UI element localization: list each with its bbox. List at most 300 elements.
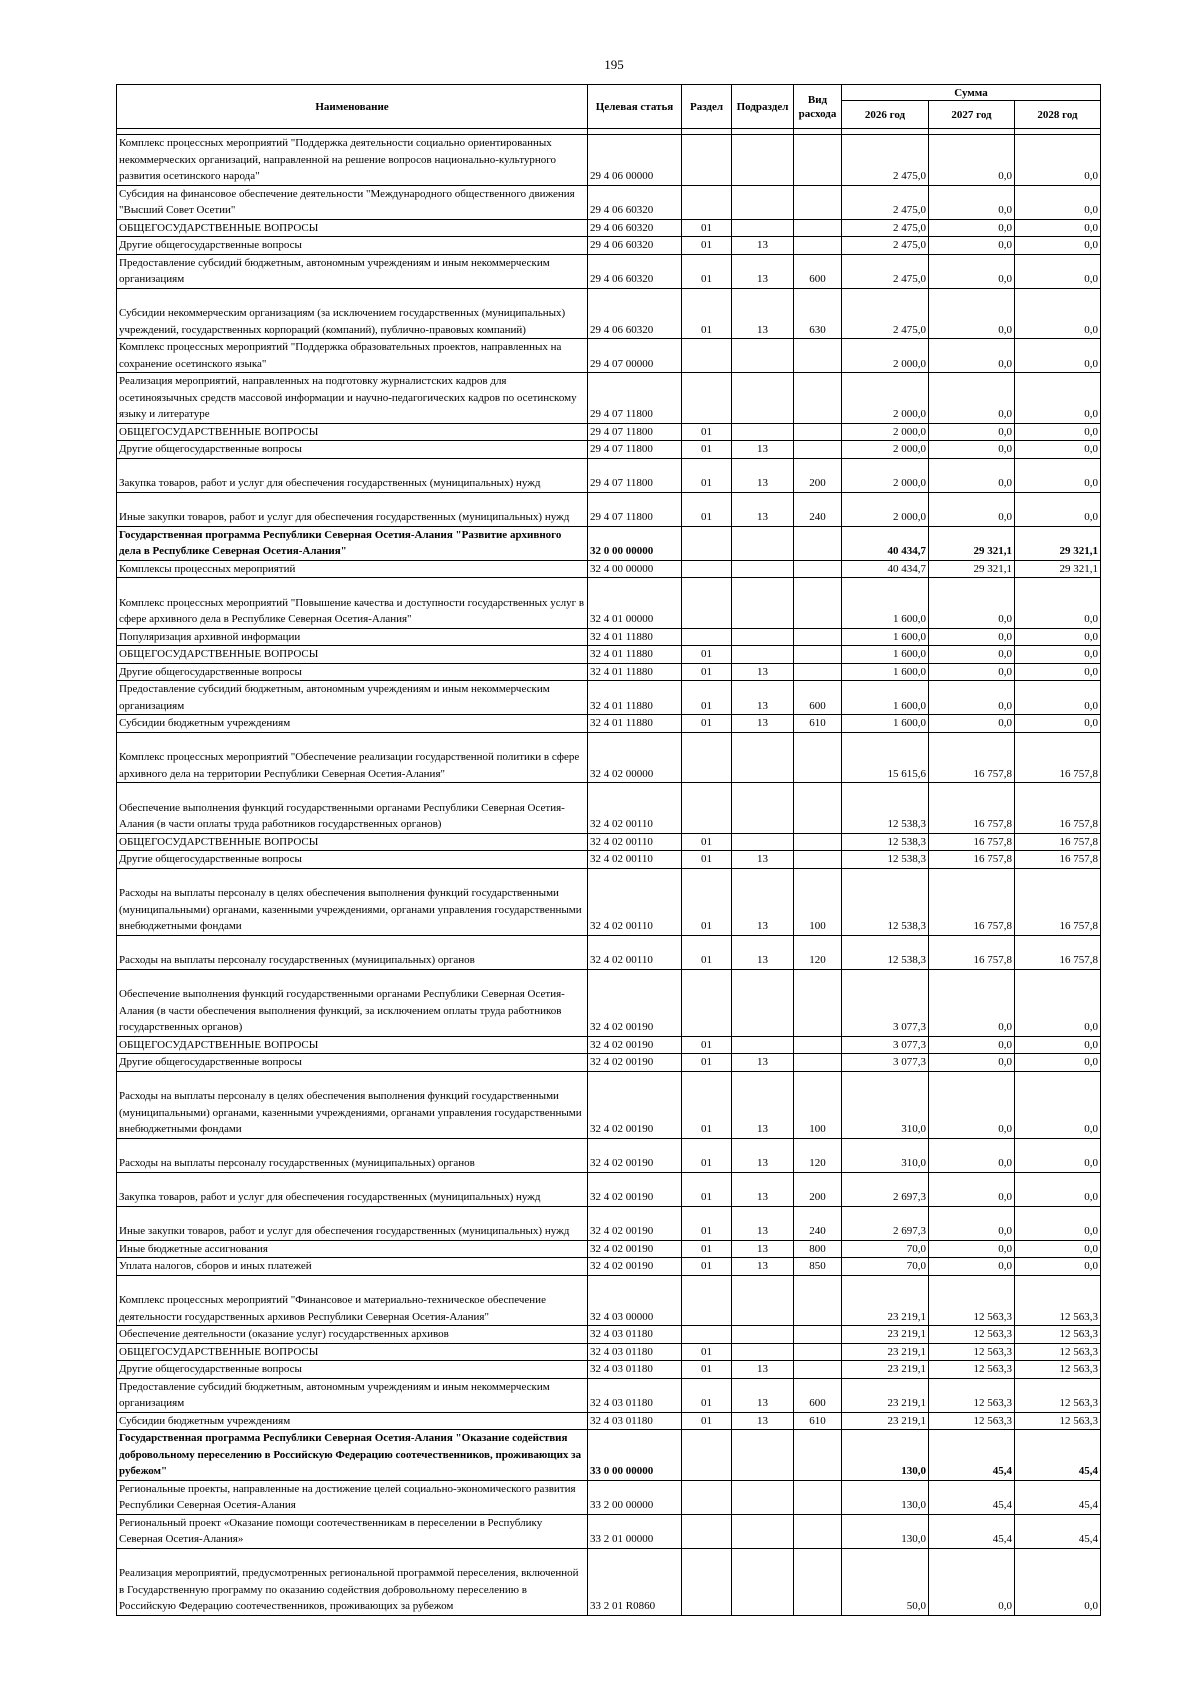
row-expense-type-cell [794,628,842,646]
row-section-cell [682,1548,732,1615]
row-subsection-cell [732,646,794,664]
row-expense-type-cell [794,1480,842,1514]
row-target-code-cell: 29 4 07 11800 [588,423,682,441]
row-target-code-cell: 32 4 02 00190 [588,1071,682,1138]
row-amount-2026-cell: 2 475,0 [842,288,929,339]
row-amount-2027-cell: 12 563,3 [929,1361,1015,1379]
table-row [117,833,1101,851]
row-name-cell: Иные бюджетные ассигнования [117,1240,588,1258]
table-row [117,1548,1101,1615]
row-target-code-cell: 32 4 02 00190 [588,1206,682,1240]
row-target-code-cell: 29 4 07 11800 [588,458,682,492]
row-name-cell: Расходы на выплаты персоналу государственных (муниципальных) органов [117,935,588,969]
row-amount-2028-cell: 0,0 [1015,1206,1101,1240]
row-amount-2026-cell: 50,0 [842,1548,929,1615]
row-section-cell: 01 [682,1138,732,1172]
row-amount-2027-cell: 45,4 [929,1480,1015,1514]
table-row [117,441,1101,459]
row-section-cell [682,526,732,560]
row-name-cell: Другие общегосударственные вопросы [117,1054,588,1072]
row-subsection-cell: 13 [732,935,794,969]
row-subsection-cell [732,339,794,373]
row-amount-2026-cell: 23 219,1 [842,1326,929,1344]
row-section-cell: 01 [682,935,732,969]
row-amount-2026-cell: 12 538,3 [842,851,929,869]
row-subsection-cell [732,732,794,783]
row-amount-2026-cell: 2 475,0 [842,185,929,219]
row-target-code-cell: 29 4 06 60320 [588,185,682,219]
row-subsection-cell [732,526,794,560]
row-target-code-cell: 32 4 02 00190 [588,1054,682,1072]
header-name: Наименование [117,85,588,129]
row-subsection-cell: 13 [732,851,794,869]
table-row [117,663,1101,681]
row-name-cell: Обеспечение выполнения функций государственными органами Республики Северная Осетия-Алания (в части оплаты труда работников государственных органов) [117,783,588,834]
row-section-cell: 01 [682,1378,732,1412]
row-amount-2028-cell: 12 563,3 [1015,1275,1101,1326]
row-expense-type-cell: 600 [794,254,842,288]
row-amount-2027-cell: 0,0 [929,578,1015,629]
table-row [117,1514,1101,1548]
table-row [117,339,1101,373]
row-target-code-cell: 32 4 01 00000 [588,578,682,629]
row-expense-type-cell [794,1275,842,1326]
header-year-2027: 2027 год [929,101,1015,129]
row-subsection-cell: 13 [732,492,794,526]
row-name-cell: Предоставление субсидий бюджетным, автономным учреждениям и иным некоммерческим организациям [117,681,588,715]
row-name-cell: Иные закупки товаров, работ и услуг для обеспечения государственных (муниципальных) нужд [117,492,588,526]
row-amount-2028-cell: 12 563,3 [1015,1343,1101,1361]
row-subsection-cell: 13 [732,663,794,681]
row-amount-2026-cell: 2 475,0 [842,237,929,255]
table-row [117,1071,1101,1138]
row-amount-2028-cell: 0,0 [1015,254,1101,288]
table-row [117,646,1101,664]
row-target-code-cell: 32 4 02 00110 [588,935,682,969]
row-expense-type-cell: 850 [794,1258,842,1276]
table-row [117,868,1101,935]
row-name-cell: Комплекс процессных мероприятий "Повышение качества и доступности государственных услуг в сфере архивного дела в Республике Северная Осетия-Алания" [117,578,588,629]
row-name-cell: ОБЩЕГОСУДАРСТВЕННЫЕ ВОПРОСЫ [117,219,588,237]
row-amount-2026-cell: 2 000,0 [842,373,929,424]
row-amount-2028-cell: 29 321,1 [1015,560,1101,578]
header-year-2028: 2028 год [1015,101,1101,129]
row-amount-2027-cell: 0,0 [929,254,1015,288]
row-section-cell: 01 [682,1206,732,1240]
row-target-code-cell: 29 4 06 60320 [588,237,682,255]
row-amount-2026-cell: 2 000,0 [842,423,929,441]
row-target-code-cell: 32 4 03 01180 [588,1326,682,1344]
row-name-cell: Закупка товаров, работ и услуг для обеспечения государственных (муниципальных) нужд [117,1172,588,1206]
row-amount-2027-cell: 0,0 [929,288,1015,339]
row-expense-type-cell: 240 [794,492,842,526]
row-target-code-cell: 33 0 00 00000 [588,1430,682,1481]
row-name-cell: Другие общегосударственные вопросы [117,441,588,459]
row-name-cell: Реализация мероприятий, направленных на подготовку журналистских кадров для осетиноязычных средств массовой информации и научно-педагогических кадров по осетинскому языку и литературе [117,373,588,424]
row-expense-type-cell [794,1430,842,1481]
row-subsection-cell: 13 [732,715,794,733]
row-amount-2028-cell: 0,0 [1015,423,1101,441]
row-section-cell: 01 [682,868,732,935]
row-subsection-cell [732,1430,794,1481]
row-subsection-cell [732,783,794,834]
row-section-cell: 01 [682,1412,732,1430]
row-expense-type-cell: 630 [794,288,842,339]
table-row [117,237,1101,255]
row-amount-2028-cell: 0,0 [1015,715,1101,733]
row-target-code-cell: 29 4 06 00000 [588,135,682,186]
row-section-cell: 01 [682,1258,732,1276]
header-expense-type: Вид расхода [794,85,842,129]
row-section-cell [682,1326,732,1344]
row-name-cell: Другие общегосударственные вопросы [117,1361,588,1379]
row-amount-2028-cell: 16 757,8 [1015,851,1101,869]
row-amount-2027-cell: 0,0 [929,135,1015,186]
row-section-cell [682,628,732,646]
row-subsection-cell: 13 [732,254,794,288]
row-name-cell: Обеспечение выполнения функций государственными органами Республики Северная Осетия-Алания (в части обеспечения выполнения функций, за исключением оплаты труда работников государственных органов) [117,969,588,1036]
row-subsection-cell [732,373,794,424]
row-section-cell: 01 [682,851,732,869]
row-amount-2027-cell: 0,0 [929,1071,1015,1138]
row-amount-2026-cell: 130,0 [842,1480,929,1514]
row-expense-type-cell [794,1548,842,1615]
row-section-cell: 01 [682,492,732,526]
row-name-cell: Обеспечение деятельности (оказание услуг) государственных архивов [117,1326,588,1344]
row-name-cell: Региональный проект «Оказание помощи соотечественникам в переселении в Республику Северная Осетия-Алания» [117,1514,588,1548]
row-expense-type-cell [794,237,842,255]
row-expense-type-cell [794,1054,842,1072]
row-expense-type-cell [794,833,842,851]
row-expense-type-cell: 120 [794,935,842,969]
row-subsection-cell: 13 [732,1071,794,1138]
row-amount-2026-cell: 40 434,7 [842,560,929,578]
table-row [117,492,1101,526]
row-amount-2027-cell: 0,0 [929,1258,1015,1276]
row-name-cell: Другие общегосударственные вопросы [117,851,588,869]
row-amount-2026-cell: 2 000,0 [842,441,929,459]
row-amount-2027-cell: 16 757,8 [929,851,1015,869]
row-section-cell: 01 [682,1071,732,1138]
row-target-code-cell: 29 4 07 11800 [588,492,682,526]
row-amount-2027-cell: 0,0 [929,458,1015,492]
row-amount-2026-cell: 2 697,3 [842,1206,929,1240]
row-amount-2027-cell: 29 321,1 [929,560,1015,578]
row-amount-2027-cell: 45,4 [929,1514,1015,1548]
row-amount-2026-cell: 23 219,1 [842,1361,929,1379]
row-amount-2026-cell: 12 538,3 [842,833,929,851]
row-amount-2026-cell: 40 434,7 [842,526,929,560]
row-expense-type-cell [794,339,842,373]
row-subsection-cell: 13 [732,868,794,935]
row-section-cell [682,1480,732,1514]
row-section-cell [682,578,732,629]
row-target-code-cell: 32 4 02 00110 [588,833,682,851]
row-amount-2028-cell: 0,0 [1015,969,1101,1036]
row-amount-2026-cell: 2 000,0 [842,458,929,492]
row-name-cell: Реализация мероприятий, предусмотренных региональной программой переселения, включенной в Государственную программу по оказанию содействия добровольному переселению в Российскую Федерацию соотечественников, проживающих за рубежом [117,1548,588,1615]
table-row [117,969,1101,1036]
row-name-cell: Предоставление субсидий бюджетным, автономным учреждениям и иным некоммерческим организациям [117,1378,588,1412]
header-subsection: Подраздел [732,85,794,129]
table-row [117,681,1101,715]
row-amount-2027-cell: 0,0 [929,663,1015,681]
row-amount-2026-cell: 12 538,3 [842,868,929,935]
row-section-cell [682,1514,732,1548]
row-amount-2026-cell: 310,0 [842,1071,929,1138]
row-name-cell: ОБЩЕГОСУДАРСТВЕННЫЕ ВОПРОСЫ [117,423,588,441]
row-target-code-cell: 29 4 07 11800 [588,373,682,424]
table-row [117,526,1101,560]
row-amount-2027-cell: 0,0 [929,1206,1015,1240]
row-subsection-cell [732,1548,794,1615]
row-expense-type-cell [794,1036,842,1054]
row-name-cell: ОБЩЕГОСУДАРСТВЕННЫЕ ВОПРОСЫ [117,1036,588,1054]
row-amount-2027-cell: 0,0 [929,969,1015,1036]
row-amount-2026-cell: 1 600,0 [842,578,929,629]
row-target-code-cell: 32 0 00 00000 [588,526,682,560]
row-amount-2028-cell: 0,0 [1015,1054,1101,1072]
row-expense-type-cell [794,578,842,629]
row-subsection-cell [732,560,794,578]
row-target-code-cell: 29 4 06 60320 [588,254,682,288]
header-section: Раздел [682,85,732,129]
row-amount-2026-cell: 1 600,0 [842,681,929,715]
row-amount-2027-cell: 29 321,1 [929,526,1015,560]
row-name-cell: Предоставление субсидий бюджетным, автономным учреждениям и иным некоммерческим организациям [117,254,588,288]
row-expense-type-cell [794,441,842,459]
table-row [117,1258,1101,1276]
row-expense-type-cell: 610 [794,715,842,733]
row-section-cell [682,1275,732,1326]
row-target-code-cell: 32 4 02 00190 [588,1172,682,1206]
row-target-code-cell: 32 4 02 00110 [588,868,682,935]
row-amount-2027-cell: 0,0 [929,339,1015,373]
row-amount-2028-cell: 45,4 [1015,1480,1101,1514]
row-target-code-cell: 33 2 00 00000 [588,1480,682,1514]
row-name-cell: ОБЩЕГОСУДАРСТВЕННЫЕ ВОПРОСЫ [117,1343,588,1361]
table-row [117,935,1101,969]
row-expense-type-cell [794,1343,842,1361]
row-expense-type-cell: 100 [794,1071,842,1138]
table-row [117,1326,1101,1344]
row-amount-2028-cell: 45,4 [1015,1514,1101,1548]
row-target-code-cell: 32 4 03 01180 [588,1361,682,1379]
table-header [117,85,1101,129]
row-amount-2026-cell: 23 219,1 [842,1412,929,1430]
row-expense-type-cell: 200 [794,458,842,492]
row-amount-2026-cell: 1 600,0 [842,646,929,664]
row-amount-2026-cell: 70,0 [842,1240,929,1258]
row-name-cell: Закупка товаров, работ и услуг для обеспечения государственных (муниципальных) нужд [117,458,588,492]
row-expense-type-cell [794,1361,842,1379]
row-section-cell [682,135,732,186]
table-row [117,423,1101,441]
row-target-code-cell: 32 4 02 00190 [588,969,682,1036]
row-amount-2028-cell: 45,4 [1015,1430,1101,1481]
row-section-cell [682,1430,732,1481]
row-expense-type-cell: 800 [794,1240,842,1258]
row-expense-type-cell [794,423,842,441]
row-section-cell: 01 [682,1054,732,1072]
row-amount-2026-cell: 310,0 [842,1138,929,1172]
table-row [117,1430,1101,1481]
table-row [117,715,1101,733]
row-amount-2026-cell: 2 475,0 [842,219,929,237]
row-amount-2028-cell: 0,0 [1015,1138,1101,1172]
row-amount-2028-cell: 0,0 [1015,135,1101,186]
row-amount-2028-cell: 16 757,8 [1015,833,1101,851]
row-amount-2028-cell: 0,0 [1015,1071,1101,1138]
row-expense-type-cell: 240 [794,1206,842,1240]
row-subsection-cell: 13 [732,288,794,339]
row-target-code-cell: 32 4 02 00190 [588,1036,682,1054]
row-amount-2026-cell: 3 077,3 [842,969,929,1036]
row-amount-2028-cell: 0,0 [1015,339,1101,373]
row-section-cell: 01 [682,715,732,733]
row-target-code-cell: 29 4 07 11800 [588,441,682,459]
table-row [117,1206,1101,1240]
row-amount-2028-cell: 12 563,3 [1015,1326,1101,1344]
row-amount-2028-cell: 16 757,8 [1015,868,1101,935]
row-amount-2028-cell: 0,0 [1015,1172,1101,1206]
row-subsection-cell [732,833,794,851]
row-amount-2026-cell: 23 219,1 [842,1275,929,1326]
row-amount-2027-cell: 0,0 [929,423,1015,441]
row-amount-2026-cell: 2 475,0 [842,135,929,186]
row-section-cell: 01 [682,254,732,288]
row-amount-2027-cell: 0,0 [929,1240,1015,1258]
row-subsection-cell [732,135,794,186]
row-amount-2028-cell: 0,0 [1015,1258,1101,1276]
row-section-cell [682,969,732,1036]
row-amount-2028-cell: 16 757,8 [1015,935,1101,969]
row-target-code-cell: 32 4 02 00190 [588,1240,682,1258]
row-amount-2026-cell: 15 615,6 [842,732,929,783]
row-section-cell [682,185,732,219]
row-section-cell: 01 [682,833,732,851]
row-name-cell: Другие общегосударственные вопросы [117,237,588,255]
row-amount-2027-cell: 16 757,8 [929,833,1015,851]
table-row [117,185,1101,219]
row-amount-2026-cell: 130,0 [842,1430,929,1481]
row-amount-2027-cell: 12 563,3 [929,1412,1015,1430]
row-amount-2028-cell: 0,0 [1015,492,1101,526]
row-target-code-cell: 32 4 00 00000 [588,560,682,578]
row-expense-type-cell: 600 [794,1378,842,1412]
header-target: Целевая статья [588,85,682,129]
row-name-cell: Комплекс процессных мероприятий "Поддержка образовательных проектов, направленных на сохранение осетинского языка" [117,339,588,373]
table-row [117,219,1101,237]
row-amount-2026-cell: 23 219,1 [842,1378,929,1412]
row-subsection-cell: 13 [732,1206,794,1240]
row-amount-2027-cell: 12 563,3 [929,1378,1015,1412]
row-expense-type-cell [794,783,842,834]
row-section-cell: 01 [682,219,732,237]
row-name-cell: Государственная программа Республики Северная Осетия-Алания "Развитие архивного дела в Республике Северная Осетия-Алания" [117,526,588,560]
row-amount-2026-cell: 23 219,1 [842,1343,929,1361]
row-expense-type-cell: 120 [794,1138,842,1172]
table-row [117,1275,1101,1326]
row-amount-2027-cell: 16 757,8 [929,783,1015,834]
table-row [117,578,1101,629]
row-amount-2026-cell: 3 077,3 [842,1036,929,1054]
row-subsection-cell: 13 [732,1412,794,1430]
row-target-code-cell: 32 4 03 01180 [588,1343,682,1361]
budget-table [116,84,1101,1616]
row-name-cell: Уплата налогов, сборов и иных платежей [117,1258,588,1276]
row-amount-2028-cell: 0,0 [1015,237,1101,255]
row-amount-2027-cell: 0,0 [929,492,1015,526]
row-subsection-cell [732,1326,794,1344]
row-subsection-cell: 13 [732,441,794,459]
row-name-cell: Комплексы процессных мероприятий [117,560,588,578]
row-name-cell: Комплекс процессных мероприятий "Обеспечение реализации государственной политики в сфере архивного дела на территории Республики Северная Осетия-Алания" [117,732,588,783]
row-amount-2026-cell: 12 538,3 [842,783,929,834]
row-subsection-cell: 13 [732,1378,794,1412]
row-expense-type-cell: 100 [794,868,842,935]
row-amount-2027-cell: 0,0 [929,646,1015,664]
row-amount-2026-cell: 2 000,0 [842,492,929,526]
row-amount-2027-cell: 0,0 [929,219,1015,237]
row-target-code-cell: 32 4 01 11880 [588,681,682,715]
row-expense-type-cell: 600 [794,681,842,715]
row-subsection-cell: 13 [732,1138,794,1172]
row-name-cell: Комплекс процессных мероприятий "Финансовое и материально-техническое обеспечение деятельности государственных архивов Республики Северная Осетия-Алания" [117,1275,588,1326]
row-expense-type-cell [794,560,842,578]
table-row [117,1361,1101,1379]
row-amount-2028-cell: 0,0 [1015,288,1101,339]
row-subsection-cell [732,578,794,629]
row-amount-2028-cell: 12 563,3 [1015,1412,1101,1430]
row-target-code-cell: 32 4 01 11880 [588,663,682,681]
row-section-cell: 01 [682,1361,732,1379]
row-subsection-cell [732,628,794,646]
table-row [117,560,1101,578]
row-amount-2028-cell: 0,0 [1015,1548,1101,1615]
row-section-cell [682,732,732,783]
row-expense-type-cell [794,851,842,869]
row-subsection-cell [732,219,794,237]
row-section-cell: 01 [682,288,732,339]
row-section-cell: 01 [682,237,732,255]
table-body [117,129,1101,1616]
table-row [117,1343,1101,1361]
row-section-cell: 01 [682,646,732,664]
row-amount-2027-cell: 0,0 [929,1036,1015,1054]
row-amount-2028-cell: 0,0 [1015,185,1101,219]
row-expense-type-cell [794,185,842,219]
row-target-code-cell: 32 4 01 11880 [588,646,682,664]
row-amount-2027-cell: 0,0 [929,1138,1015,1172]
row-name-cell: ОБЩЕГОСУДАРСТВЕННЫЕ ВОПРОСЫ [117,833,588,851]
row-amount-2027-cell: 12 563,3 [929,1326,1015,1344]
row-subsection-cell: 13 [732,458,794,492]
row-amount-2026-cell: 2 475,0 [842,254,929,288]
row-amount-2027-cell: 12 563,3 [929,1275,1015,1326]
table-row [117,1240,1101,1258]
table-row [117,373,1101,424]
row-section-cell: 01 [682,423,732,441]
row-name-cell: Популяризация архивной информации [117,628,588,646]
row-target-code-cell: 32 4 01 11880 [588,715,682,733]
row-amount-2028-cell: 12 563,3 [1015,1378,1101,1412]
row-amount-2027-cell: 0,0 [929,441,1015,459]
row-expense-type-cell: 200 [794,1172,842,1206]
row-subsection-cell [732,423,794,441]
page-number: 195 [604,57,624,72]
row-amount-2027-cell: 0,0 [929,1548,1015,1615]
